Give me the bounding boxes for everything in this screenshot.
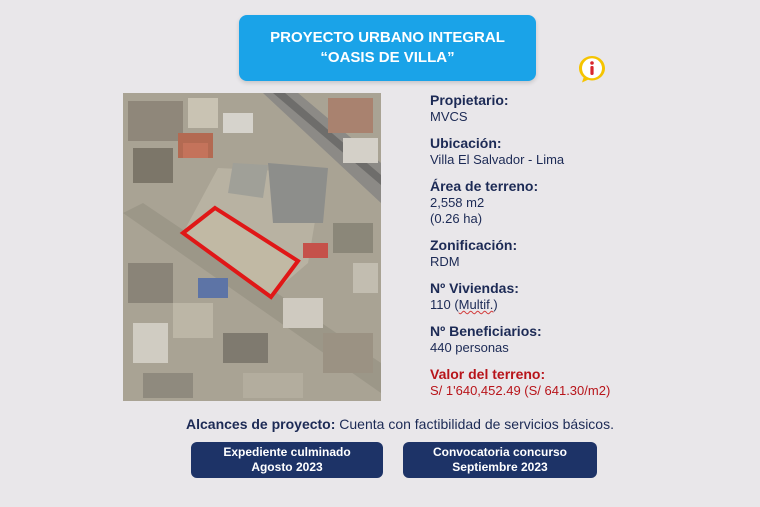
project-details — [430, 92, 730, 409]
field-label: Nº Viviendas: — [430, 280, 519, 296]
field-value: 2,558 m2 — [430, 195, 485, 210]
field-value — [430, 297, 730, 313]
aerial-photo-drawing — [123, 93, 381, 401]
field-label: Propietario: — [430, 92, 509, 108]
field-value: Villa El Salvador - Lima — [430, 152, 565, 167]
badge-expediente — [191, 442, 383, 478]
field-label: Ubicación: — [430, 135, 502, 151]
field-ubicacion — [430, 135, 730, 168]
badge-line1: Expediente culminado — [223, 445, 351, 459]
field-zonificacion — [430, 237, 730, 270]
field-value: RDM — [430, 254, 460, 269]
field-value: MVCS — [430, 109, 468, 124]
field-label: Nº Beneficiarios: — [430, 323, 542, 339]
field-label: Área de terreno: — [430, 178, 539, 194]
badge-line2: Septiembre 2023 — [452, 460, 548, 474]
info-icon[interactable] — [577, 54, 607, 84]
project-title-line2: “OASIS DE VILLA” — [320, 49, 455, 66]
badge-line1: Convocatoria concurso — [432, 445, 568, 459]
aerial-photo — [123, 93, 381, 401]
field-value-secondary: (0.26 ha) — [430, 211, 483, 226]
field-area-terreno — [430, 178, 730, 227]
field-value: 440 personas — [430, 340, 509, 355]
field-valor-terreno — [430, 366, 730, 399]
field-propietario — [430, 92, 730, 125]
alcances-text: Cuenta con factibilidad de servicios básicos. — [335, 416, 614, 432]
field-label: Valor del terreno: — [430, 366, 546, 382]
project-title-line1: PROYECTO URBANO INTEGRAL — [270, 29, 505, 46]
field-viviendas — [430, 280, 730, 313]
value-underlined: Multif. — [458, 297, 494, 312]
field-label: Zonificación: — [430, 237, 518, 253]
alcances-label: Alcances de proyecto: — [186, 416, 336, 432]
badge-line2: Agosto 2023 — [251, 460, 323, 474]
field-value: S/ 1'640,452.49 (S/ 641.30/m2) — [430, 383, 611, 398]
alcances-line — [186, 416, 706, 432]
value-suffix: ) — [493, 297, 498, 312]
field-beneficiarios — [430, 323, 730, 356]
value-prefix: 110 ( — [430, 297, 459, 312]
project-title-banner — [239, 15, 536, 81]
badge-convocatoria — [403, 442, 597, 478]
